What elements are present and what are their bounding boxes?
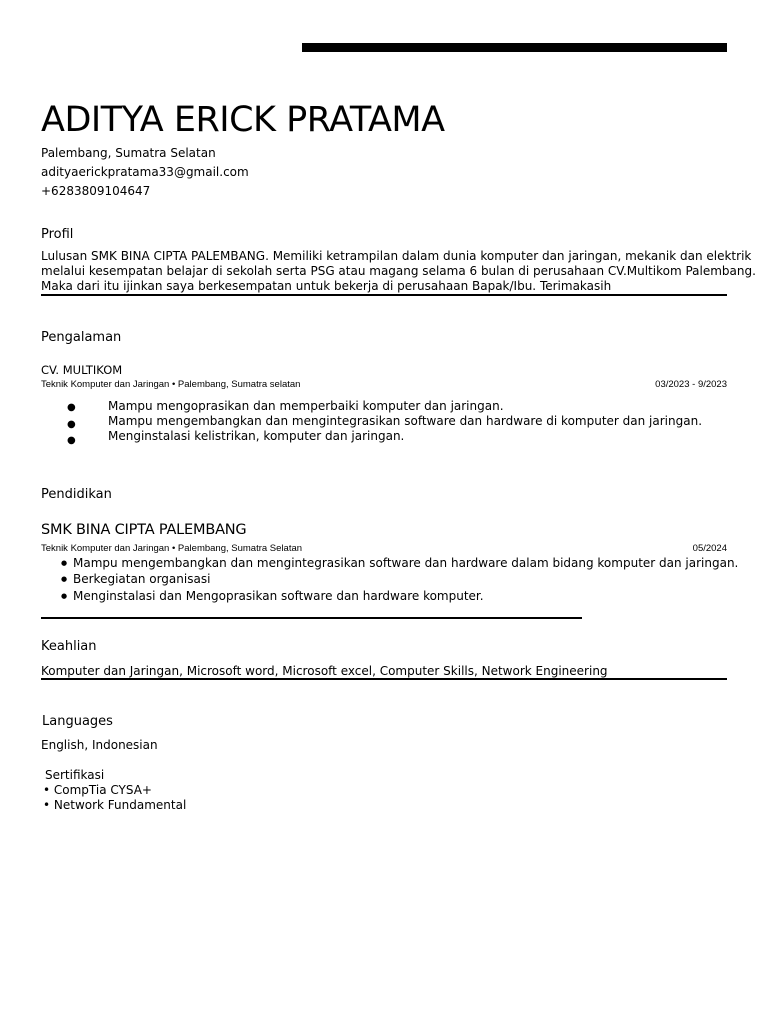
bullet-icon: ● — [67, 435, 76, 446]
education-divider — [41, 617, 582, 619]
experience-dates: 03/2023 - 9/2023 — [655, 379, 727, 390]
bullet-icon: ● — [61, 592, 68, 600]
contact-location: Palembang, Sumatra Selatan — [41, 146, 216, 160]
bullet-icon: ● — [67, 402, 76, 413]
profile-section-title: Profil — [41, 227, 74, 242]
skills-section-title: Keahlian — [41, 639, 97, 654]
bullet-icon: ● — [61, 575, 68, 583]
experience-bullet — [0, 429, 768, 444]
candidate-name: ADITYA ERICK PRATAMA — [41, 100, 445, 140]
bullet-icon: ● — [61, 559, 68, 567]
experience-bullet-text: Menginstalasi kelistrikan, komputer dan jaringan. — [108, 429, 405, 443]
certification-item: • CompTia CYSA+ — [43, 783, 152, 797]
experience-role-line: Teknik Komputer dan Jaringan • Palembang, Sumatra selatan — [41, 379, 301, 390]
education-bullet — [0, 589, 768, 604]
languages-section-title: Languages — [42, 714, 113, 729]
experience-section-title: Pengalaman — [41, 330, 122, 345]
profile-line: Lulusan SMK BINA CIPTA PALEMBANG. Memiliki ketrampilan dalam dunia komputer dan jaringan, mekanik dan elektrik — [41, 249, 752, 263]
experience-company: CV. MULTIKOM — [41, 363, 123, 377]
certification-item: • Network Fundamental — [43, 798, 187, 812]
education-date: 05/2024 — [692, 543, 727, 554]
experience-bullet-text: Mampu mengoprasikan dan memperbaiki komputer dan jaringan. — [108, 399, 504, 413]
education-bullet-text: Menginstalasi dan Mengoprasikan software dan hardware komputer. — [73, 589, 484, 603]
education-bullet-text: Mampu mengembangkan dan mengintegrasikan software dan hardware dalam bidang komputer dan jaringan. — [73, 556, 739, 570]
skills-divider — [41, 678, 727, 680]
profile-summary — [41, 249, 756, 294]
languages-list: English, Indonesian — [41, 738, 158, 752]
bullet-icon: ● — [67, 419, 76, 430]
education-bullet — [0, 556, 768, 571]
experience-bullet — [0, 399, 768, 414]
education-bullet — [0, 572, 768, 587]
profile-line: Maka dari itu ijinkan saya berkesempatan untuk bekerja di perusahaan Bapak/Ibu. Terimakasih — [41, 279, 612, 293]
certifications-title: Sertifikasi — [45, 768, 105, 782]
education-major-line: Teknik Komputer dan Jaringan • Palembang, Sumatra Selatan — [41, 543, 303, 554]
header-decorative-bar — [302, 43, 727, 52]
contact-email: adityaerickpratama33@gmail.com — [41, 165, 249, 179]
contact-phone: +6283809104647 — [41, 184, 151, 198]
education-section-title: Pendidikan — [41, 487, 112, 502]
education-bullet-text: Berkegiatan organisasi — [73, 572, 211, 586]
skills-list: Komputer dan Jaringan, Microsoft word, Microsoft excel, Computer Skills, Network Engineering — [41, 664, 608, 678]
profile-divider — [41, 294, 727, 296]
profile-line: melalui kesempatan belajar di sekolah serta PSG atau magang selama 6 bulan di perusahaan CV.Multikom Palembang. — [41, 264, 756, 278]
experience-bullet-text: Mampu mengembangkan dan mengintegrasikan software dan hardware di komputer dan jaringan. — [108, 414, 703, 428]
experience-bullet — [0, 414, 768, 429]
education-school: SMK BINA CIPTA PALEMBANG — [41, 522, 247, 538]
